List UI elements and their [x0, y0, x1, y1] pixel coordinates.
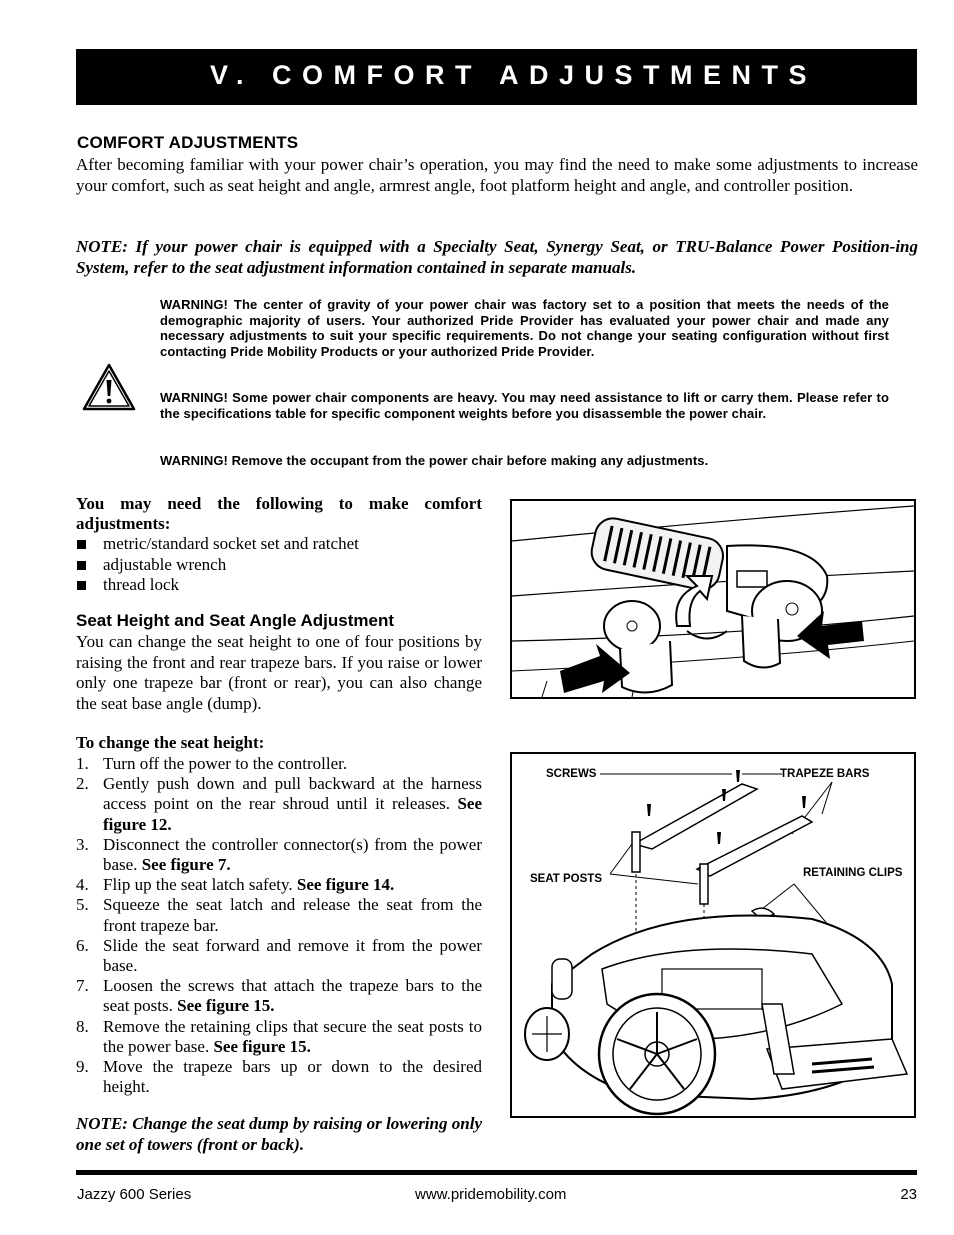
- figure-reference: See figure 12.: [103, 794, 483, 834]
- steps-list: [76, 754, 482, 1097]
- figure-reference: See figure 15.: [177, 996, 275, 1016]
- warning-heavy-components: WARNING! Some power chair components are heavy. You may need assistance to lift or carry them. Please refer to the specifications table for specific component weights before you disassemble the power chair.: [160, 390, 889, 421]
- warning-center-of-gravity: WARNING! The center of gravity of your power chair was factory set to a position that meets the needs of the demographic majority of users. Your authorized Pride Provider has evaluated your power chair and made any necessary adjustments to suit your specific requirements. Do not change your seating configuration without first contacting Pride Mobility Products or your authorized Pride Provider.: [160, 297, 889, 359]
- seat-posts-label: SEAT POSTS: [530, 873, 602, 885]
- list-item: 3. Disconnect the controller connector(s) from the power base. See figure 7.: [76, 834, 482, 875]
- list-item: 1. Turn off the power to the controller.: [76, 754, 348, 773]
- list-item: 7. Loosen the screws that attach the trapeze bars to the seat posts. See figure 15.: [76, 976, 482, 1016]
- seat-height-heading: Seat Height and Seat Angle Adjustment: [76, 611, 395, 630]
- list-item: thread lock: [76, 575, 482, 596]
- page-number: 23: [900, 1186, 917, 1203]
- footer-website: www.pridemobility.com: [415, 1186, 567, 1203]
- comfort-adjustments-heading: COMFORT ADJUSTMENTS: [77, 133, 299, 152]
- steps-heading: To change the seat height:: [76, 733, 265, 752]
- specialty-seat-note: NOTE: If your power chair is equipped with a Specialty Seat, Synergy Seat, or TRU-Balance Power Position-ing System, refer to the seat adjustment information contained in separate manuals.: [76, 237, 918, 277]
- warning-triangle-icon: [82, 363, 136, 411]
- trapeze-bars-label: TRAPEZE BARS: [780, 768, 870, 780]
- section-title: V. COMFORT ADJUSTMENTS: [210, 60, 818, 90]
- seat-posts-illustration: [512, 754, 914, 1116]
- figure-reference: See figure 7.: [141, 855, 231, 875]
- list-item: 4. Flip up the seat latch safety. See figure 14.: [76, 875, 395, 895]
- harness-release-figure: [510, 499, 916, 699]
- seat-dump-note: NOTE: Change the seat dump by raising or lowering only one set of towers (front or back).: [76, 1114, 482, 1154]
- list-item: 8. Remove the retaining clips that secure the seat posts to the power base. See figure 15.: [76, 1016, 482, 1056]
- harness-release-illustration: [512, 501, 914, 697]
- section-title-bar: [76, 49, 917, 105]
- tools-list: [76, 534, 482, 596]
- screws-label: SCREWS: [546, 768, 597, 780]
- retaining-clips-label: RETAINING CLIPS: [803, 867, 903, 879]
- seat-height-paragraph: You can change the seat height to one of four positions by raising the front and rear trapeze bars. If you raise or lower only one trapeze bar (front or rear), you can also change the seat base angle (dump).: [76, 632, 482, 713]
- list-item: 6. Slide the seat forward and remove it from the power base.: [76, 935, 482, 976]
- figure-reference: See figure 15.: [213, 1036, 311, 1056]
- list-item: 5. Squeeze the seat latch and release the seat from the front trapeze bar.: [76, 895, 482, 935]
- list-item: adjustable wrench: [76, 555, 482, 576]
- figure-reference: See figure 14.: [296, 875, 395, 895]
- list-item: 2. Gently push down and pull backward at the harness access point on the rear shroud until it releases. See figure 12.: [76, 774, 483, 834]
- square-bullet-icon: [77, 561, 86, 570]
- seat-posts-figure: [510, 752, 916, 1118]
- footer-rule: [76, 1170, 917, 1175]
- square-bullet-icon: [77, 540, 86, 549]
- warning-remove-occupant: WARNING! Remove the occupant from the power chair before making any adjustments.: [160, 453, 709, 468]
- tools-heading: You may need the following to make comfort adjustments:: [76, 494, 482, 533]
- list-item: 9. Move the trapeze bars up or down to the desired height.: [76, 1057, 482, 1097]
- square-bullet-icon: [77, 581, 86, 590]
- intro-paragraph: After becoming familiar with your power chair’s operation, you may find the need to make some adjustments to increase your comfort, such as seat height and angle, armrest angle, foot platform height and angle, and controller position.: [76, 155, 918, 195]
- footer-product-name: Jazzy 600 Series: [77, 1186, 192, 1203]
- list-item: metric/standard socket set and ratchet: [76, 534, 482, 555]
